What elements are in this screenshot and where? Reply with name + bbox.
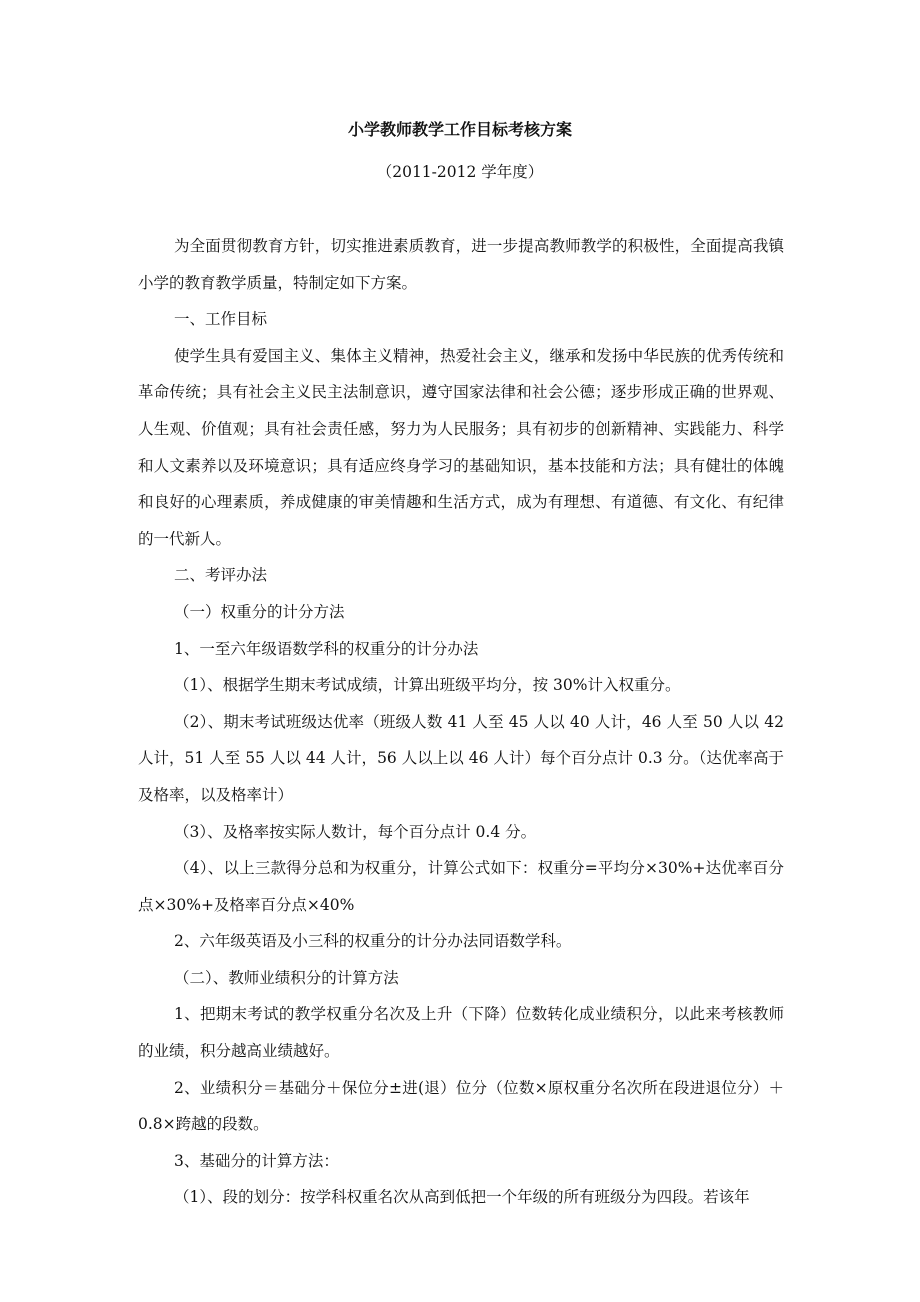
item-perf-2: 2、业绩积分＝基础分＋保位分±进(退）位分（位数×原权重分名次所在段进退位分）＋0.8×跨越的段数。 bbox=[138, 1078, 784, 1134]
paragraph-intro: 为全面贯彻教育方针，切实推进素质教育，进一步提高教师教学的积极性，全面提高我镇小学的教育教学质量，特制定如下方案。 bbox=[138, 237, 784, 292]
item-1-4: （4）、以上三款得分总和为权重分，计算公式如下：权重分=平均分×30%+达优率百分点×30%+及格率百分点×40% bbox=[138, 859, 784, 914]
item-1: 1、一至六年级语数学科的权重分的计分办法 bbox=[174, 639, 479, 658]
paragraph-goals: 使学生具有爱国主义、集体主义精神，热爱社会主义，继承和发扬中华民族的优秀传统和革命传统；具有社会主义民主法制意识，遵守国家法律和社会公德；逐步形成正确的世界观、人生观、价值观；具有社会责任感，努力为人民服务；具有初步的创新精神、实践能力、科学和人文素养以及环境意识；具有适应终身学习的基础知识，基本技能和方法；具有健壮的体魄和良好的心理素质，养成健康的审美情趣和生活方式，成为有理想、有道德、有文化、有纪律的一代新人。 bbox=[138, 346, 784, 548]
document-title: 小学教师教学工作目标考核方案 bbox=[347, 120, 572, 139]
document-subtitle: （2011-2012 学年度） bbox=[376, 163, 544, 181]
item-perf-3-1: （1）、段的划分：按学科权重名次从高到低把一个年级的所有班级分为四段。若该年 bbox=[174, 1188, 750, 1207]
item-1-3: （3）、及格率按实际人数计，每个百分点计 0.4 分。 bbox=[174, 822, 537, 841]
subheading-performance-score: （二）、教师业绩积分的计算方法 bbox=[174, 968, 399, 987]
subheading-weighted-score: （一）权重分的计分方法 bbox=[174, 602, 345, 621]
item-perf-1: 1、把期末考试的教学权重分名次及上升（下降）位数转化成业绩积分，以此来考核教师的业绩，积分越高业绩越好。 bbox=[138, 1005, 784, 1061]
item-2: 2、六年级英语及小三科的权重分的计分办法同语数学科。 bbox=[174, 932, 572, 951]
item-perf-3: 3、基础分的计算方法： bbox=[174, 1151, 339, 1170]
heading-work-goals: 一、工作目标 bbox=[174, 310, 268, 329]
document-body bbox=[138, 228, 784, 1216]
item-1-1: （1）、根据学生期末考试成绩，计算出班级平均分，按 30%计入权重分。 bbox=[174, 676, 681, 695]
heading-evaluation: 二、考评办法 bbox=[174, 566, 268, 585]
item-1-2: （2）、期末考试班级达优率（班级人数 41 人至 45 人以 40 人计，46 人至 50 人以 42 人计，51 人至 55 人以 44 人计，56 人以上以 46 人计）每个百分点计 0.3 分。（达优率高于及格率，以及格率计） bbox=[138, 712, 784, 804]
